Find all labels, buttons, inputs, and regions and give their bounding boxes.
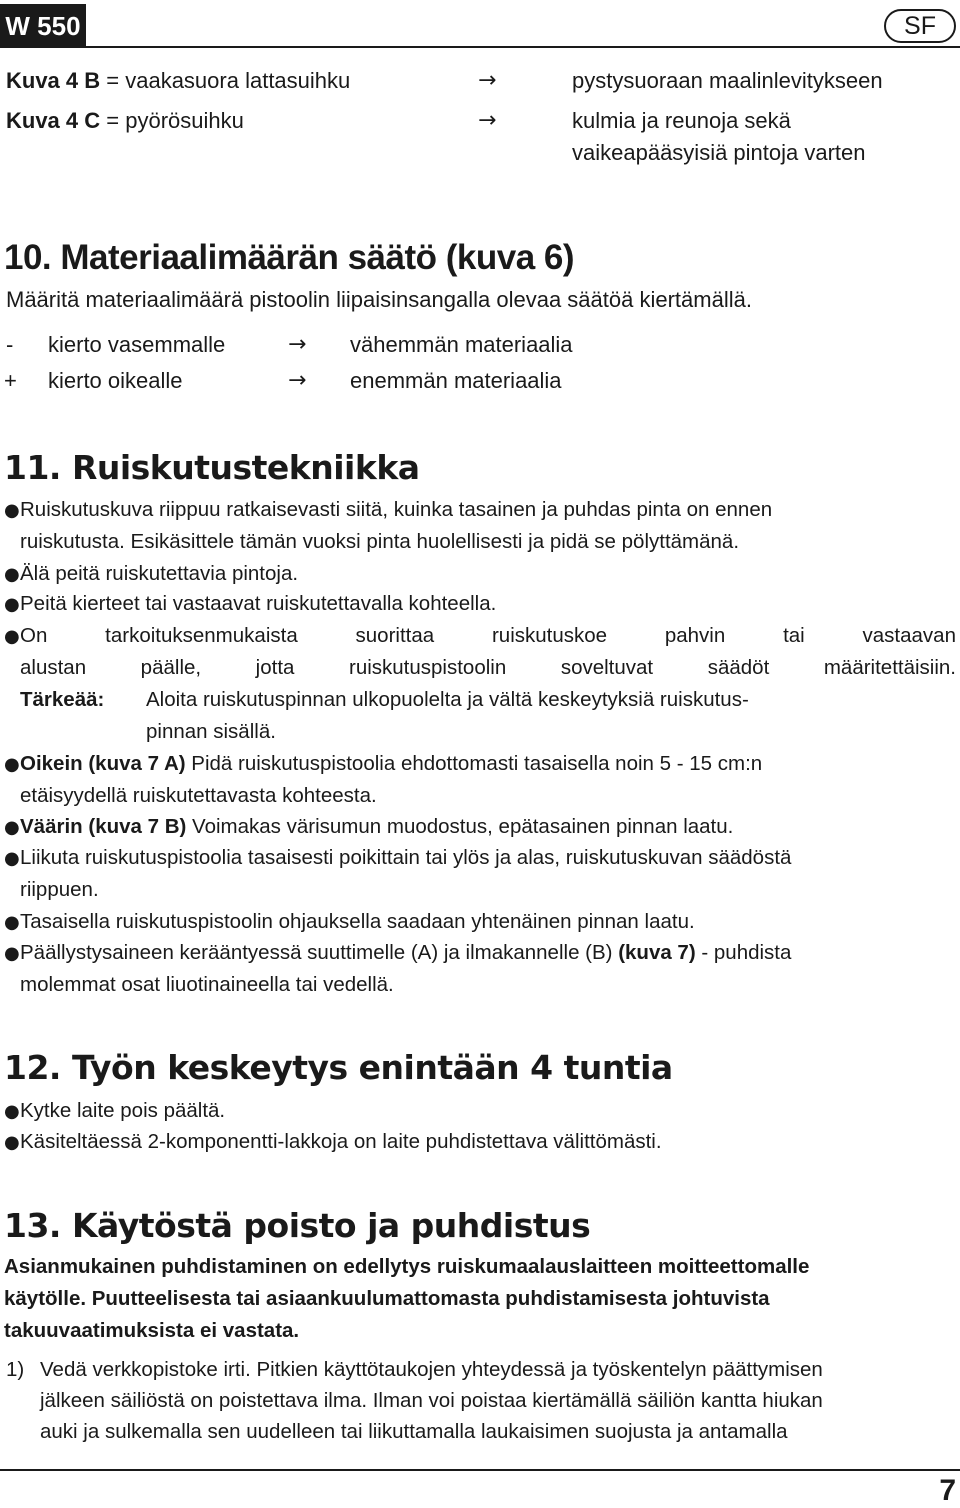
- section-11-title: 11. Ruiskutustekniikka: [4, 448, 420, 487]
- s11-bullet-1b: ruiskutusta. Esikäsittele tämän vuoksi pinta huolellisesti ja pidä se pölyttämänä.: [20, 530, 740, 553]
- s11-bullet-3: Peitä kierteet tai vastaavat ruiskutettavalla kohteella.: [20, 592, 497, 615]
- kuva-4c-text: = pyörösuihku: [100, 108, 244, 133]
- s11-bullet-4b: alustan päälle, jotta ruiskutuspistoolin soveltuvat säädöt määritettäisiin.: [20, 656, 956, 679]
- minus-sign: -: [6, 332, 14, 357]
- s11-bullet-7a: Liikuta ruiskutuspistoolia tasaisesti poikittain tai ylös ja alas, ruiskutuskuvan säädöstä: [20, 846, 792, 869]
- kuva-4b-label: Kuva 4 B: [6, 68, 101, 93]
- s12-bullet-2: Käsiteltäessä 2-komponentti-lakkoja on laite puhdistettava välittömästi.: [20, 1130, 662, 1153]
- s11-bullet-1a: Ruiskutuskuva riippuu ratkaisevasti siitä, kuinka tasainen ja puhdas pinta on ennen: [20, 498, 773, 521]
- s11-bullet-7b: riippuen.: [20, 878, 99, 901]
- language-badge: SF: [884, 9, 956, 43]
- s11-bullet-6: [20, 815, 733, 839]
- plus-sign: +: [4, 368, 17, 393]
- bullet-icon: ●: [4, 754, 20, 775]
- kuva-4b-line: [6, 68, 350, 94]
- page-number: 7: [939, 1474, 956, 1507]
- bullet-icon: ●: [4, 1132, 20, 1153]
- s11-bullet-2: Älä peitä ruiskutettavia pintoja.: [20, 562, 299, 585]
- s11-bullet-9b: molemmat osat liuotinaineella tai vedellä.: [20, 973, 394, 996]
- kuva-4c-result-2: vaikeapääsyisiä pintoja varten: [572, 140, 866, 165]
- arrow-icon: →: [288, 332, 307, 357]
- model-badge: W 550: [0, 4, 86, 48]
- correct-label: Oikein (kuva 7 A): [20, 752, 186, 775]
- rotate-left-text: kierto vasemmalle: [48, 332, 226, 357]
- section-13-title: 13. Käytöstä poisto ja puhdistus: [4, 1206, 591, 1245]
- important-label: Tärkeää:: [20, 688, 105, 711]
- wrong-text: Voimakas värisumun muodostus, epätasainen pinnan laatu.: [186, 815, 734, 838]
- s13-bold-2: käytölle. Puutteelisesta tai asiaankuulumattomasta puhdistamisesta johtuvista: [4, 1287, 770, 1310]
- s11-bullet-8: Tasaisella ruiskutuspistoolin ohjauksella saadaan yhtenäinen pinnan laatu.: [20, 910, 695, 933]
- correct-text: Pidä ruiskutuspistoolia ehdottomasti tasaisella noin 5 - 15 cm:n: [185, 752, 763, 775]
- bullet-icon: ●: [4, 817, 20, 838]
- more-material-text: enemmän materiaalia: [350, 368, 562, 393]
- s11-bullet-9a-tail: - puhdista: [695, 941, 792, 964]
- kuva-4c-result: kulmia ja reunoja sekä: [572, 108, 791, 133]
- s13-item-1b: jälkeen säiliöstä on poistettava ilma. Ilman voi poistaa kiertämällä säiliön kantta hiukan: [40, 1389, 823, 1412]
- s11-bullet-5b: etäisyydellä ruiskutettavasta kohteesta.: [20, 784, 377, 807]
- section-10-title: 10. Materiaalimäärän säätö (kuva 6): [4, 238, 575, 277]
- s13-item-1c: auki ja sulkemalla sen uudelleen tai liikuttamalla laukaisimen suojusta ja antamalla: [40, 1420, 788, 1443]
- kuva-4c-label: Kuva 4 C: [6, 108, 101, 133]
- bullet-icon: ●: [4, 500, 20, 521]
- bullet-icon: ●: [4, 564, 20, 585]
- s13-item-1a: Vedä verkkopistoke irti. Pitkien käyttötaukojen yhteydessä ja työskentelyn päättymisen: [40, 1358, 823, 1381]
- bullet-icon: ●: [4, 912, 20, 933]
- footer-rule: [0, 1469, 960, 1471]
- s11-bullet-4a: On tarkoituksenmukaista suorittaa ruiskutuskoe pahvin tai vastaavan: [20, 624, 956, 647]
- arrow-icon: →: [478, 108, 497, 133]
- section-12-title: 12. Työn keskeytys enintään 4 tuntia: [4, 1048, 673, 1087]
- s12-bullet-1: Kytke laite pois päältä.: [20, 1099, 226, 1122]
- s13-bold-1: Asianmukainen puhdistaminen on edellytys ruiskumaalauslaitteen moitteettomalle: [4, 1255, 810, 1278]
- bullet-icon: ●: [4, 594, 20, 615]
- important-text-a: Aloita ruiskutuspinnan ulkopuolelta ja vältä keskeytyksiä ruiskutus-: [146, 688, 749, 711]
- bullet-icon: ●: [4, 848, 20, 869]
- s13-bold-3: takuuvaatimuksista ei vastata.: [4, 1319, 300, 1342]
- bullet-icon: ●: [4, 943, 20, 964]
- section-10-intro: Määritä materiaalimäärä pistoolin liipaisinsangalla olevaa säätöä kiertämällä.: [6, 287, 752, 312]
- header-rule: [86, 46, 960, 48]
- kuva-4c-line: [6, 108, 244, 134]
- rotate-right-text: kierto oikealle: [48, 368, 183, 393]
- bullet-icon: ●: [4, 626, 20, 647]
- s11-bullet-9a-text: Päällystysaineen kerääntyessä suuttimelle (A) ja ilmakannelle (B): [20, 941, 619, 964]
- wrong-label: Väärin (kuva 7 B): [20, 815, 187, 838]
- less-material-text: vähemmän materiaalia: [350, 332, 573, 357]
- kuva-4b-text: = vaakasuora lattasuihku: [100, 68, 351, 93]
- s11-bullet-9a: [20, 941, 791, 965]
- s11-bullet-5a: [20, 752, 762, 776]
- arrow-icon: →: [288, 368, 307, 393]
- important-text-b: pinnan sisällä.: [146, 720, 276, 743]
- item-number: 1): [6, 1358, 25, 1381]
- kuva-7-label: (kuva 7): [618, 941, 696, 964]
- bullet-icon: ●: [4, 1101, 20, 1122]
- kuva-4b-result: pystysuoraan maalinlevitykseen: [572, 68, 883, 93]
- arrow-icon: →: [478, 68, 497, 93]
